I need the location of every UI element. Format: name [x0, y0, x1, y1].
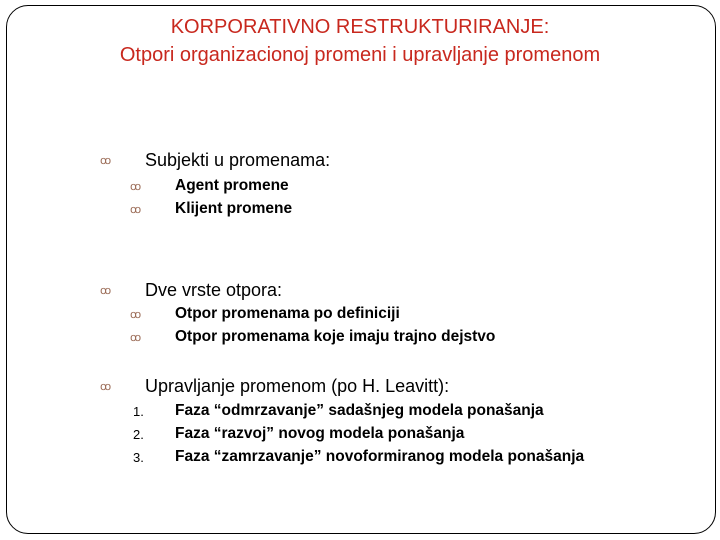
- item-number: 2.: [133, 427, 144, 442]
- bullet-icon: ꝏ: [130, 332, 142, 344]
- slide-title-line1: KORPORATIVNO RESTRUKTURIRANJE:: [170, 16, 550, 38]
- item-number: 1.: [133, 404, 144, 419]
- slide-title-line2: Otpori organizacionoj promeni i upravljanje promenom: [119, 44, 601, 66]
- item-text: Klijent promene: [175, 200, 293, 217]
- item-text: Agent promene: [175, 177, 289, 194]
- bullet-icon: ꝏ: [130, 309, 142, 321]
- heading-text: Subjekti u promenama:: [145, 150, 331, 170]
- bullet-icon: ꝏ: [130, 181, 142, 193]
- heading-text: Dve vrste otpora:: [145, 280, 283, 300]
- item-number: 3.: [133, 450, 144, 465]
- heading-text: Upravljanje promenom (po H. Leavitt):: [145, 376, 450, 396]
- item-text: Faza “razvoj” novog modela ponašanja: [175, 425, 465, 442]
- bullet-icon: ꝏ: [130, 204, 142, 216]
- item-text: Faza “odmrzavanje” sadašnjeg modela ponašanja: [175, 402, 544, 419]
- bullet-icon: ꝏ: [100, 285, 112, 297]
- item-text: Otpor promenama po definiciji: [175, 305, 400, 322]
- bullet-icon: ꝏ: [100, 155, 112, 167]
- bullet-icon: ꝏ: [100, 381, 112, 393]
- item-text: Otpor promenama koje imaju trajno dejstvo: [175, 328, 496, 345]
- item-text: Faza “zamrzavanje” novoformiranog modela ponašanja: [175, 448, 585, 465]
